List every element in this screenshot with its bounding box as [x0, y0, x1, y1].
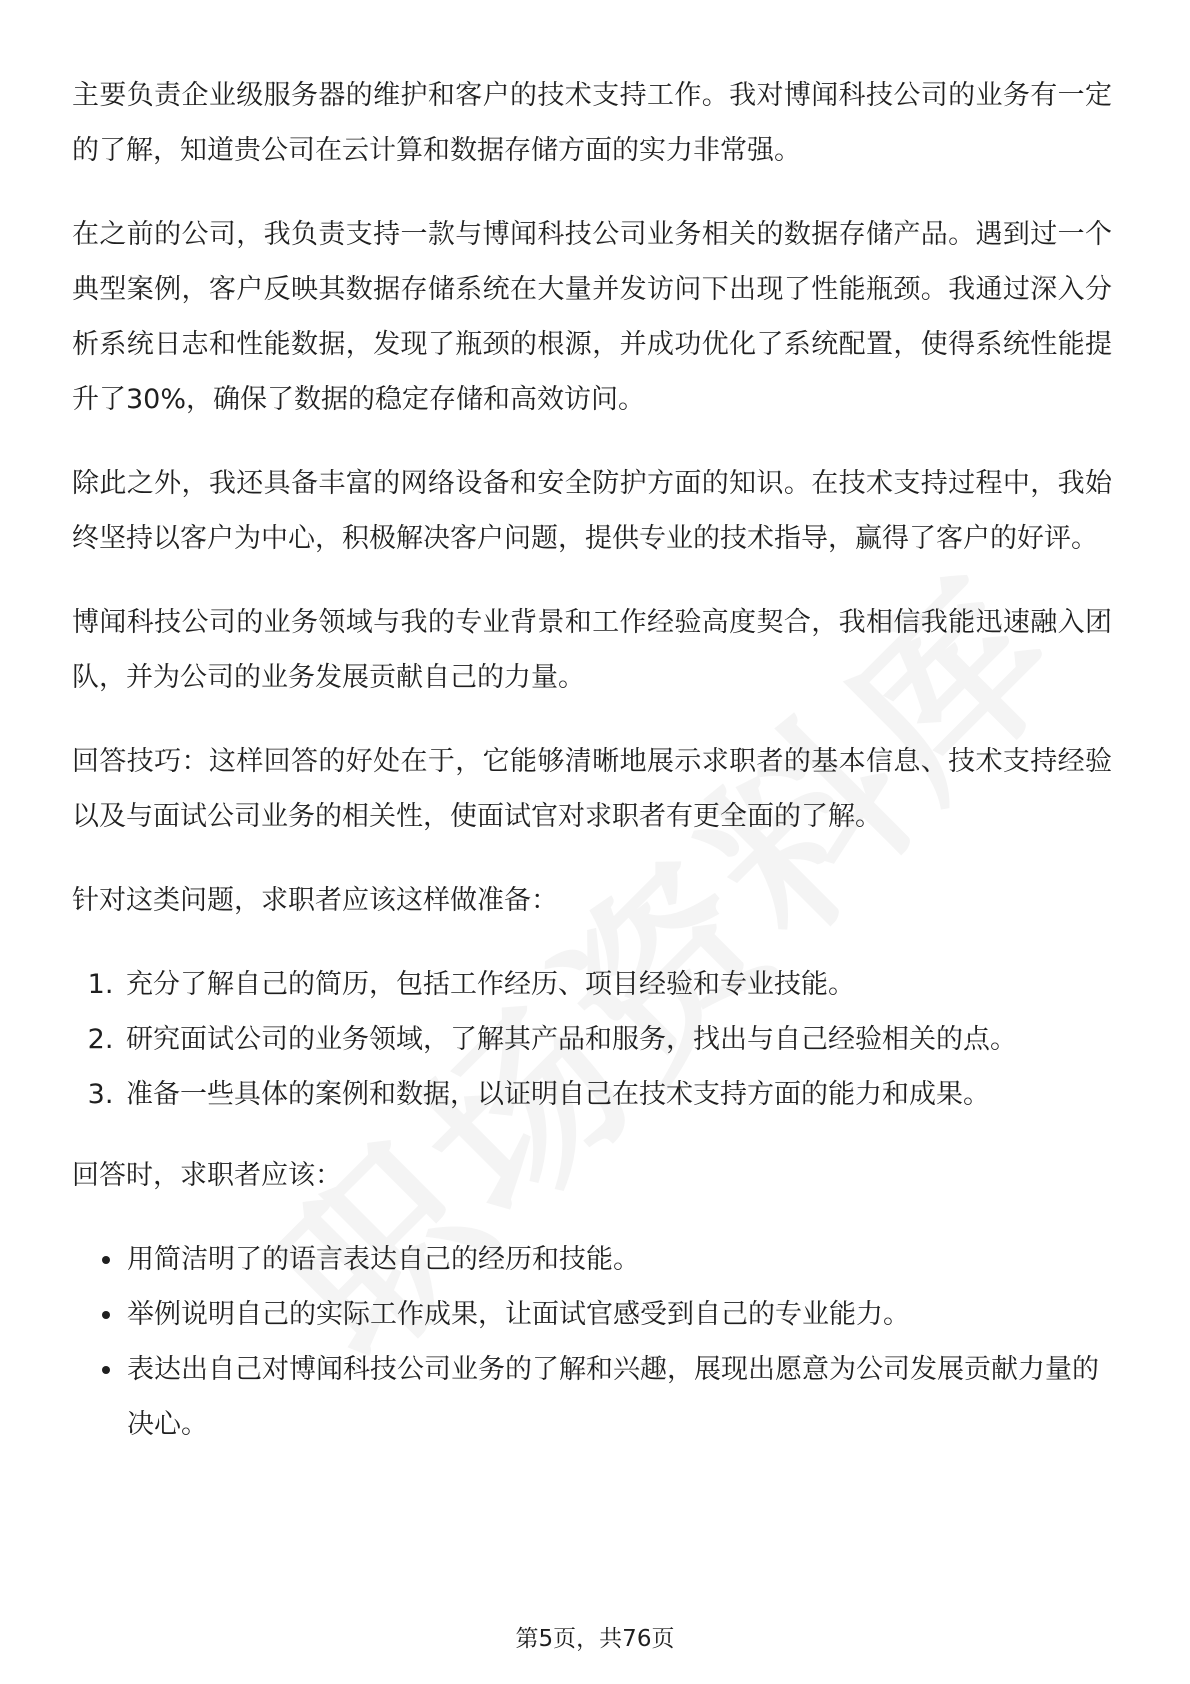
paragraph-fit: 博闻科技公司的业务领域与我的专业背景和工作经验高度契合，我相信我能迅速融入团队，并为公司的业务发展贡献自己的力量。 — [72, 607, 1112, 693]
document-body — [72, 68, 1112, 1452]
list-item: • 表达出自己对博闻科技公司业务的了解和兴趣，展现出愿意为公司发展贡献力量的决心。 — [125, 1342, 1112, 1452]
list-item: • 用简洁明了的语言表达自己的经历和技能。 — [125, 1232, 1112, 1287]
list-item: 2. 研究面试公司的业务领域，了解其产品和服务，找出与自己经验相关的点。 — [122, 1012, 1112, 1067]
page-number: 第5页，共76页 — [515, 1626, 675, 1652]
paragraph-intro: 主要负责企业级服务器的维护和客户的技术支持工作。我对博闻科技公司的业务有一定的了解，知道贵公司在云计算和数据存储方面的实力非常强。 — [72, 80, 1112, 166]
list-item: 1. 充分了解自己的简历，包括工作经历、项目经验和专业技能。 — [122, 957, 1112, 1012]
paragraph-skills: 除此之外，我还具备丰富的网络设备和安全防护方面的知识。在技术支持过程中，我始终坚持以客户为中心，积极解决客户问题，提供专业的技术指导，赢得了客户的好评。 — [72, 468, 1112, 554]
paragraph-prep-intro: 针对这类问题，求职者应该这样做准备： — [72, 885, 558, 916]
paragraph-answer-tip: 回答技巧：这样回答的好处在于，它能够清晰地展示求职者的基本信息、技术支持经验以及与面试公司业务的相关性，使面试官对求职者有更全面的了解。 — [72, 746, 1112, 832]
list-item: 3. 准备一些具体的案例和数据，以证明自己在技术支持方面的能力和成果。 — [122, 1067, 1112, 1122]
list-item: • 举例说明自己的实际工作成果，让面试官感受到自己的专业能力。 — [125, 1287, 1112, 1342]
answer-tips-list — [72, 1232, 1112, 1452]
paragraph-case: 在之前的公司，我负责支持一款与博闻科技公司业务相关的数据存储产品。遇到过一个典型案例，客户反映其数据存储系统在大量并发访问下出现了性能瓶颈。我通过深入分析系统日志和性能数据，发现了瓶颈的根源，并成功优化了系统配置，使得系统性能提升了30%，确保了数据的稳定存储和高效访问。 — [72, 219, 1112, 415]
preparation-list — [72, 957, 1112, 1122]
paragraph-answer-intro: 回答时，求职者应该： — [72, 1160, 342, 1191]
